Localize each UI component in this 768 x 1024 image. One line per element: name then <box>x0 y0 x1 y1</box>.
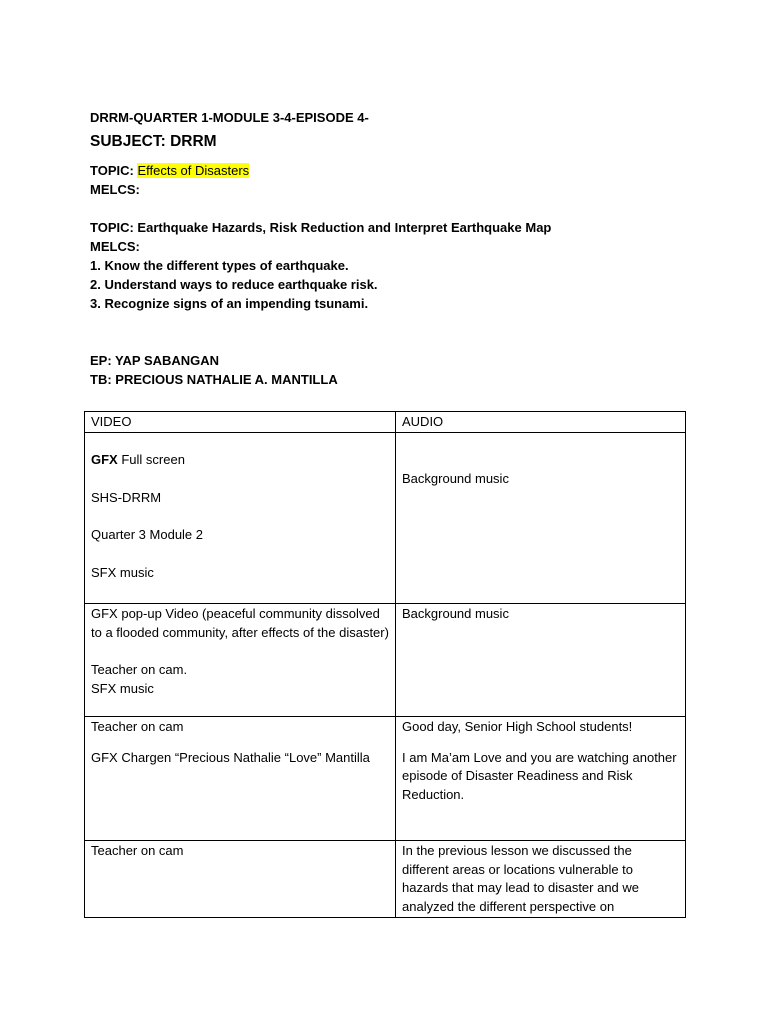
tb-credit: TB: PRECIOUS NATHALIE A. MANTILLA <box>90 372 338 387</box>
melcs-label-2: MELCS: <box>90 239 140 254</box>
video-cell <box>85 717 396 841</box>
melcs-item: 1. Know the different types of earthquake. <box>90 258 349 273</box>
audio-cell <box>396 717 686 841</box>
audio-cell <box>396 604 686 717</box>
melcs-label-1: MELCS: <box>90 182 140 197</box>
video-cell <box>85 841 396 918</box>
greeting-text: Good day, Senior High School students! <box>402 719 633 734</box>
column-header-video: VIDEO <box>85 412 396 433</box>
script-table <box>84 411 686 918</box>
ep-credit: EP: YAP SABANGAN <box>90 353 220 368</box>
teacher-on-cam-text: Teacher on cam <box>91 843 184 858</box>
video-cell <box>85 604 396 717</box>
table-row <box>85 604 686 717</box>
melcs-item: 2. Understand ways to reduce earthquake risk. <box>90 277 378 292</box>
document-header <box>90 108 690 389</box>
table-row <box>85 433 686 604</box>
teacher-on-cam-text: Teacher on cam <box>91 719 184 734</box>
document-code: DRRM-QUARTER 1-MODULE 3-4-EPISODE 4- <box>90 110 369 125</box>
sfx-music-text: SFX music <box>91 564 154 580</box>
audio-cell <box>396 433 686 604</box>
gfx-full-screen: GFX Full screen <box>91 452 185 467</box>
topic-highlight: Effects of Disasters <box>137 163 250 178</box>
table-row <box>85 717 686 841</box>
table-row <box>85 841 686 918</box>
shs-drrm-text: SHS-DRRM <box>91 489 162 505</box>
gfx-popup-video-text: GFX pop-up Video (peaceful community dissolved to a flooded community, after effects of the disaster) <box>91 606 389 640</box>
previous-lesson-text: In the previous lesson we discussed the different areas or locations vulnerable to hazards that may lead to disaster and we analyzed the different perspective on <box>402 843 640 914</box>
teacher-on-cam-text: Teacher on cam. <box>91 662 188 677</box>
topic-line-2: TOPIC: Earthquake Hazards, Risk Reduction and Interpret Earthquake Map <box>90 220 552 235</box>
subject-title: SUBJECT: DRRM <box>90 133 217 150</box>
audio-cell <box>396 841 686 918</box>
topic-label: TOPIC: <box>90 163 138 178</box>
gfx-chargen-text: GFX Chargen “Precious Nathalie “Love” Mantilla <box>91 749 370 765</box>
melcs-item: 3. Recognize signs of an impending tsunami. <box>90 296 369 311</box>
topic-line-1 <box>90 161 690 180</box>
column-header-audio: AUDIO <box>396 412 686 433</box>
background-music-text: Background music <box>402 471 509 486</box>
background-music-text: Background music <box>402 606 509 621</box>
sfx-music-text: SFX music <box>91 680 154 696</box>
video-cell <box>85 433 396 604</box>
table-header-row <box>85 412 686 433</box>
quarter-module-text: Quarter 3 Module 2 <box>91 527 204 542</box>
intro-text: I am Ma’am Love and you are watching another episode of Disaster Readiness and Risk Reduction. <box>402 749 677 802</box>
